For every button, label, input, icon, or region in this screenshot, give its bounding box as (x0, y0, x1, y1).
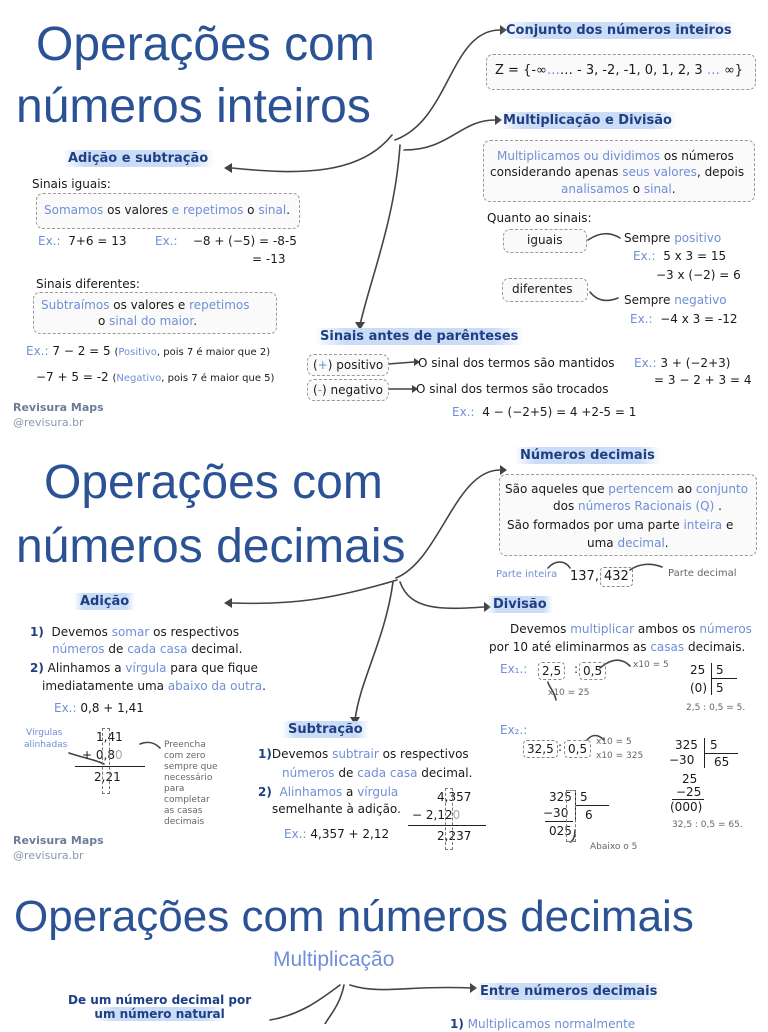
conjunto-text: Z = {-∞…… - 3, -2, -1, 0, 1, 2, 3 … ∞} (495, 63, 744, 78)
div-3-quotient: 65 (714, 755, 730, 769)
label-parte-decimal: Parte decimal (668, 568, 737, 579)
subtracao-rule-1b: números de cada casa decimal. (282, 766, 473, 780)
multiplicacao-subtitle: Multiplicação (273, 948, 395, 971)
sempre-negativo: Sempre negativo (624, 293, 727, 307)
div-1-x10-a: x10 = 5 (633, 660, 669, 670)
brand-handle: @revisura.br (13, 416, 84, 429)
subtracao-rule-2a: 2) Alinhamos a vírgula (258, 785, 399, 799)
div-2-long-dividend: 325 (549, 790, 572, 804)
adicao-row-1: 1,41 (96, 730, 123, 744)
brand-name: Revisura Maps (13, 401, 104, 414)
comma-alignment-marker (102, 728, 110, 794)
div-2-bring-down-marker (566, 790, 576, 842)
div-3-remainder: (000) (670, 800, 703, 814)
subtracao-row-1: 4,357 (437, 790, 472, 804)
section2-title-line2: números decimais (16, 520, 406, 573)
div-1-result: 2,5 : 0,5 = 5. (686, 703, 746, 713)
example-mult-3: Ex.: −4 x 3 = -12 (630, 312, 738, 326)
header-adicao: Adição (74, 593, 135, 610)
div-3-subtract-2: −25 (676, 785, 702, 799)
note-abaixo-o-5: Abaixo o 5 (590, 842, 638, 852)
example-parenteses-1: Ex.: 3 + (−2+3) (634, 356, 731, 370)
div-2-subtract: −30 (543, 806, 569, 820)
dec-def-4: uma decimal. (587, 536, 669, 550)
example-mult-1: Ex.: 5 x 3 = 15 (633, 249, 727, 263)
label-alinhadas: alinhadas (24, 740, 68, 750)
mult-rule-3: analisamos o sinal. (561, 182, 676, 196)
example-mult-2: −3 x (−2) = 6 (656, 268, 741, 282)
note-preencha: Preencha com zero sempre que necessário para completar as casas decimais (164, 740, 218, 827)
section2-title-line1: Operações com (44, 456, 383, 509)
adicao-sum-line (75, 766, 145, 767)
adicao-rule-1a: 1) Devemos somar os respectivos (30, 625, 240, 639)
div-3-long-dividend: 325 (675, 738, 698, 752)
adicao-rule-2b: imediatamente uma abaixo da outra. (42, 679, 266, 693)
divisao-rule-1: Devemos multiplicar ambos os números (510, 622, 752, 636)
div-1-sep: : (574, 662, 579, 676)
section1-title-line2: números inteiros (16, 80, 371, 133)
header-entre-decimais: Entre números decimais (474, 983, 663, 1000)
dec-def-2: dos números Racionais (Q) . (553, 499, 722, 513)
div-1-dividend: 2,5 (538, 662, 565, 680)
div-1-remainder: (0) (690, 681, 707, 695)
div-3-long-divisor: 5 (710, 738, 718, 752)
positivo-rule: O sinal dos termos são mantidos (418, 356, 615, 370)
div-1-quotient: 5 (716, 681, 724, 695)
div-2-quotient: 6 (585, 808, 593, 822)
sempre-positivo: Sempre positivo (624, 231, 722, 245)
section1-title-line1: Operações com (36, 18, 375, 71)
subtracao-row-2: − 2,120 (412, 808, 461, 822)
sinais-diferentes-label: Sinais diferentes: (36, 277, 140, 291)
div-1-bracket-v (711, 663, 712, 695)
div-2-bracket-h (575, 805, 609, 806)
div-2-sep: : (558, 740, 563, 754)
example-diferentes-2: −7 + 5 = -2 (Negativo, pois 7 é maior que 5) (36, 370, 275, 384)
example-parenteses-2: = 3 − 2 + 3 = 4 (654, 373, 752, 387)
div-1-long-dividend: 25 (690, 663, 706, 677)
example-div-2-label: Ex₂.: (500, 723, 528, 737)
divisao-rule-2: por 10 até eliminarmos as casas decimais. (489, 640, 746, 654)
header-sinais-parenteses: Sinais antes de parênteses (314, 328, 524, 345)
sinais-iguais-rule: Somamos os valores e repetimos o sinal. (44, 203, 291, 217)
sinais-diferentes-rule-2: o sinal do maior. (98, 314, 198, 328)
brand-name-2: Revisura Maps (13, 834, 104, 847)
example-div-1-label: Ex₁.: (500, 662, 528, 676)
adicao-row-2: + 0,80 (82, 748, 123, 762)
dec-def-1: São aqueles que pertencem ao conjunto (505, 482, 749, 496)
header-subtracao: Subtração (282, 721, 369, 738)
div-3-result: 32,5 : 0,5 = 65. (672, 820, 743, 830)
mult-rule-2: considerando apenas seus valores, depois (490, 165, 745, 179)
header-divisao: Divisão (487, 596, 553, 613)
div-2-x10-b: x10 = 325 (596, 751, 644, 761)
div-1-bracket-h (711, 678, 737, 679)
comma-alignment-marker-2 (445, 788, 453, 850)
mult-rule-1: Multiplicamos ou dividimos os números (497, 149, 734, 163)
div-3-bracket-h (704, 753, 738, 754)
div-2-x10-a: x10 = 5 (596, 737, 632, 747)
example-iguais-2-result: = -13 (252, 252, 286, 266)
label-parte-inteira: Parte inteira (496, 569, 558, 580)
subtracao-rule-2b: semelhante à adição. (272, 802, 401, 816)
sinais-iguais-label: Sinais iguais: (32, 177, 111, 191)
div-1-long-divisor: 5 (716, 663, 724, 677)
adicao-rule-2a: 2) Alinhamos a vírgula para que fique (30, 661, 258, 675)
dec-def-3: São formados por uma parte inteira e (507, 518, 734, 532)
example-decimal-fraction: 432 (600, 567, 633, 587)
example-subtracao: Ex.: 4,357 + 2,12 (284, 827, 390, 841)
header-adicao-subtracao: Adição e subtração (62, 150, 214, 167)
tag-positivo: (+) positivo (313, 358, 384, 372)
example-decimal-integer: 137, (570, 569, 599, 584)
adicao-rule-1b: números de cada casa decimal. (52, 642, 243, 656)
header-multiplicacao-divisao: Multiplicação e Divisão (497, 112, 678, 129)
header-decimal-por-natural: De um número decimal por um número natural (68, 993, 252, 1021)
entre-decimais-rule-1: 1) Multiplicamos normalmente (450, 1017, 636, 1031)
example-diferentes-1: Ex.: 7 − 2 = 5 (Positivo, pois 7 é maior que 2) (26, 344, 271, 358)
sinais-diferentes-rule-1: Subtraímos os valores e repetimos (41, 298, 250, 312)
subtracao-result: 2,237 (437, 829, 472, 843)
subtracao-rule-1a: 1)Devemos subtrair os respectivos (258, 747, 469, 761)
div-3-subtract: −30 (669, 753, 695, 767)
example-parenteses-3: Ex.: 4 − (−2+5) = 4 +2-5 = 1 (452, 405, 637, 419)
div-2-long-divisor: 5 (580, 790, 588, 804)
tag-iguais: iguais (527, 233, 563, 247)
example-iguais-1: Ex.: 7+6 = 13 (38, 234, 127, 248)
header-conjunto-inteiros: Conjunto dos números inteiros (500, 22, 738, 39)
example-adicao: Ex.: 0,8 + 1,41 (54, 701, 144, 715)
header-numeros-decimais: Números decimais (514, 447, 661, 464)
brand-handle-2: @revisura.br (13, 849, 84, 862)
example-iguais-2: Ex.: −8 + (−5) = -8-5 (155, 234, 297, 248)
tag-negativo: (-) negativo (313, 383, 383, 397)
div-2-divisor: 0,5 (564, 740, 591, 758)
div-1-divisor: 0,5 (579, 662, 606, 680)
tag-diferentes: diferentes (512, 282, 573, 296)
div-1-x10-b: x10 = 25 (548, 688, 590, 698)
quanto-aos-sinais: Quanto ao sinais: (487, 211, 592, 225)
div-3-partial: 25 (682, 772, 698, 786)
label-virgulas: Vírgulas (26, 728, 63, 738)
adicao-result: 2,21 (94, 770, 121, 784)
negativo-rule: O sinal dos termos são trocados (416, 382, 609, 396)
div-2-dividend: 32,5 (523, 740, 558, 758)
div-2-partial: 025 (549, 824, 572, 838)
section3-title: Operações com números decimais (14, 892, 694, 941)
